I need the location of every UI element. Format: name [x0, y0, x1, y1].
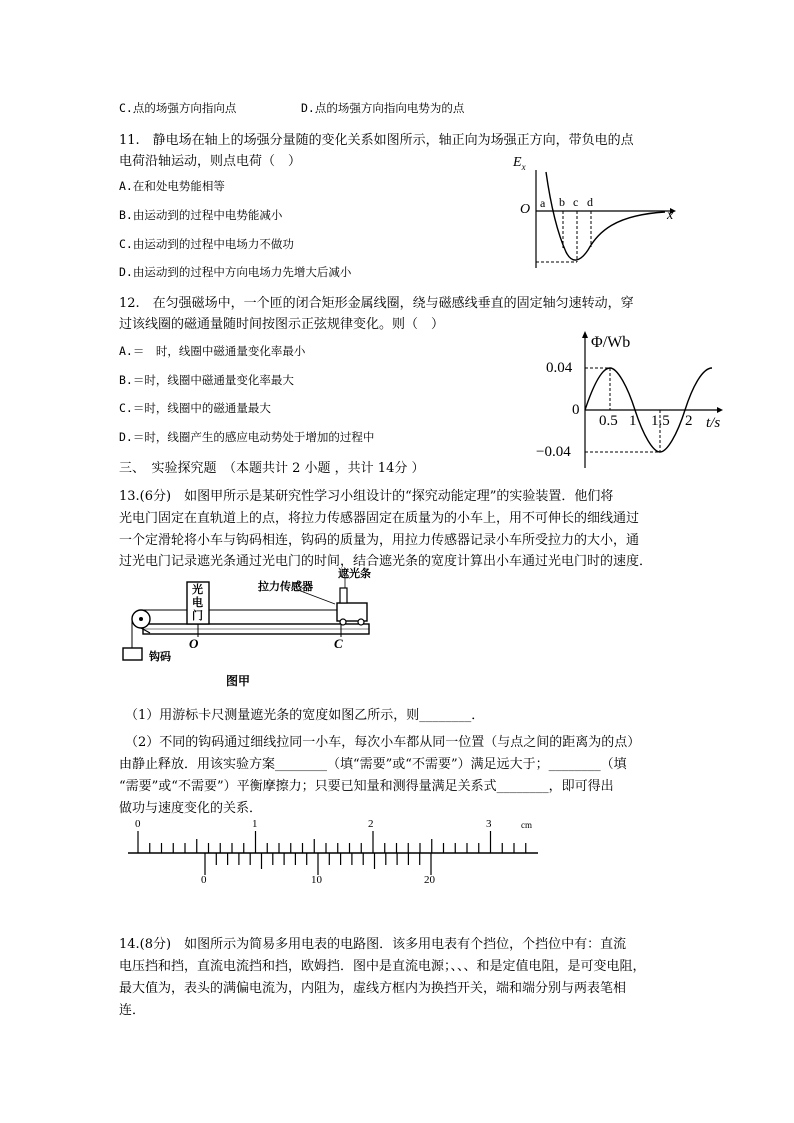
- q11-option-a: A.在和处电势能相等: [119, 179, 225, 193]
- q14-line3: 最大值为，表头的满偏电流为，内阻为，虚线方框内为换挡开关，端和端分别与两表笔相: [119, 981, 627, 996]
- q13-sub1: （1）用游标卡尺测量遮光条的宽度如图乙所示，则________．: [125, 708, 485, 723]
- q12-tick-1: 1: [629, 413, 637, 429]
- point-c-label: C: [334, 636, 343, 651]
- vernier-tick-10: 10: [311, 874, 322, 886]
- q11-point-c: c: [573, 195, 579, 209]
- main-tick-3: 3: [486, 818, 492, 830]
- q12-stem-line1: 12. 在匀强磁场中，一个匝的闭合矩形金属线圈，绕与磁感线垂直的固定轴匀速转动，穿: [119, 296, 634, 311]
- q11-point-a: a: [540, 196, 546, 210]
- q12-x-label: t/s: [706, 415, 721, 431]
- q12-option-b: B.＝时，线圈中磁通量变化率最大: [119, 373, 294, 387]
- q12-stem-line2: 过该线圈的磁通量随时间按图示正弦规律变化。则（ ）: [119, 317, 445, 332]
- q11-point-d: d: [587, 195, 593, 209]
- point-o-label: O: [189, 636, 199, 651]
- q11-option-d: D.由运动到的过程中方向电场力先增大后减小: [119, 265, 352, 279]
- q14-line1: 14.(8分) 如图所示为简易多用电表的电路图．该多用电表有个挡位，个挡位中有：直流: [119, 937, 627, 952]
- q11-x-label: x: [667, 208, 674, 223]
- q10-option-c: C.点的场强方向指向点: [119, 101, 237, 115]
- q12-option-c: C.＝时，线圈中的磁通量最大: [119, 401, 271, 415]
- photogate-label: 光 电 门: [192, 583, 203, 622]
- q12-tick-neg: −0.04: [536, 444, 571, 460]
- q14-line2: 电压挡和挡，直流电流挡和挡，欧姆挡．图中是直流电源；、、、和是定值电阻，是可变电阻，: [119, 959, 646, 974]
- q12-tick-pos: 0.04: [546, 360, 573, 376]
- q13-sub2-line1: （2）不同的钩码通过细线拉同一小车，每次小车都从同一位置（与点之间的距离为的点）: [125, 735, 641, 750]
- q13-stem-line2: 光电门固定在直轨道上的点，将拉力传感器固定在质量为的小车上，用不可伸长的细线通过: [119, 511, 640, 526]
- q12-tick-0.5: 0.5: [599, 413, 618, 429]
- main-tick-2: 2: [368, 818, 374, 830]
- q14-line4: 连．: [119, 1003, 146, 1018]
- vernier-tick-0: 0: [201, 874, 207, 886]
- q11-option-c: C.由运动到的过程中电场力不做功: [119, 237, 294, 251]
- q13-stem-line4: 过光电门记录遮光条通过光电门的时间，结合遮光条的宽度计算出小车通过光电门时的速度．: [119, 554, 653, 569]
- q10-option-d: D.点的场强方向指向电势为的点: [301, 101, 465, 115]
- strip-label: 遮光条: [338, 567, 371, 580]
- sensor-label: 拉力传感器: [258, 580, 313, 593]
- q12-y-label: Φ/Wb: [591, 334, 631, 351]
- q12-option-a: A.＝ 时，线圈中磁通量变化率最小: [119, 344, 306, 358]
- q13-stem-line1: 13.(6分) 如图甲所示是某研究性学习小组设计的“探究动能定理”的实验装置．他们将: [119, 489, 614, 504]
- q12-tick-1.5: 1.5: [651, 413, 670, 429]
- main-tick-1: 1: [252, 818, 258, 830]
- vernier-tick-20: 20: [424, 874, 435, 886]
- q13-stem-line3: 一个定滑轮将小车与钩码相连，钩码的质量为，用拉力传感器记录小车所受拉力的大小，通: [119, 533, 640, 548]
- q11-option-b: B.由运动到的过程中电势能减小: [119, 208, 283, 222]
- q12-option-d: D.＝时，线圈产生的感应电动势处于增加的过程中: [119, 430, 375, 444]
- unit-label: cm: [521, 820, 532, 830]
- q11-stem-line1: 11. 静电场在轴上的场强分量随的变化关系如图所示，轴正向为场强正方向，带负电的点: [119, 133, 634, 148]
- q12-tick-2: 2: [685, 413, 693, 429]
- q13-sub2-line4: 做功与速度变化的关系．: [119, 801, 263, 816]
- main-tick-0: 0: [135, 818, 141, 830]
- q11-point-b: b: [559, 195, 565, 209]
- section-heading: 三、 实验探究题 （本题共计 2 小题 ，共计 14分 ）: [119, 461, 425, 476]
- q13-sub2-line2: 由静止释放．用该实验方案________（填“需要”或“不需要”）满足远大于；________（填: [119, 757, 627, 772]
- q11-y-label: $E_x$: [513, 155, 526, 172]
- q13-sub2-line3: “需要”或“不需要”）平衡摩擦力；只要已知量和测得量满足关系式________，即可得出: [119, 779, 614, 794]
- weight-label: 钩码: [149, 650, 171, 663]
- q11-stem-line2: 电荷沿轴运动，则点电荷（ ）: [119, 154, 302, 169]
- q12-tick-zero: 0: [572, 402, 580, 418]
- q11-origin: O: [520, 202, 531, 217]
- figure-caption: 图甲: [226, 674, 251, 688]
